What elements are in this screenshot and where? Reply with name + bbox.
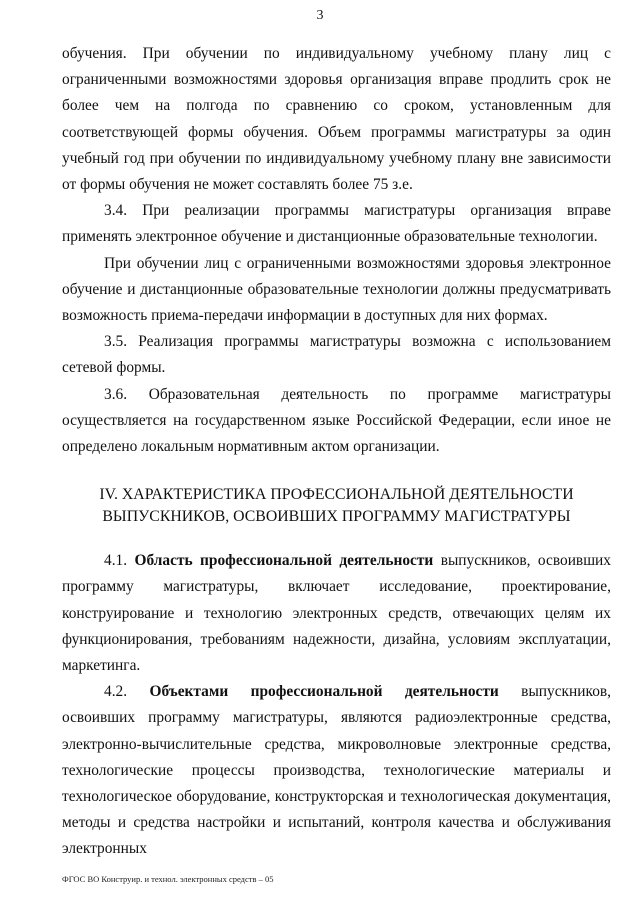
paragraph-3-4-disabilities: При обучении лиц с ограниченными возможностями здоровья электронное обучение и дистанционные образовательные технологии должны предусматривать возможность приема-передачи информации в доступных для них формах. (62, 254, 611, 325)
paragraph-4-2-text: выпускников, освоивших программу магистратуры, являются радиоэлектронные средства, электронно-вычислительные средства, микроволновые электронные средства, технологические процессы производства, технологические материалы и технологическое оборудование, конструкторская и технологическая документация, методы и средства настройки и испытаний, контроля качества и обслуживания электронных (62, 683, 611, 858)
paragraph-4-1-text: выпускников, освоивших программу магистратуры, включает исследование, проектирование, конструирование и технологию электронных средств, отвечающих целям их функционирования, требованиям надежности, дизайна, условиям эксплуатации, маркетинга. (62, 552, 611, 675)
page-number: 3 (316, 8, 324, 23)
paragraph-4-2-term: Объектами профессиональной деятельности (149, 683, 499, 701)
paragraph-4-2-number: 4.2. (104, 683, 128, 701)
paragraph-4-2 (62, 679, 611, 862)
section-heading (62, 484, 611, 528)
paragraph-4-1-term: Область профессиональной деятельности (134, 552, 434, 570)
paragraph-3-4: 3.4. При реализации программы магистратуры организация вправе применять электронное обучение и дистанционные образовательные технологии. (62, 202, 611, 246)
paragraph-4-1-number: 4.1. (104, 552, 128, 570)
paragraph-3-5: 3.5. Реализация программы магистратуры возможна с использованием сетевой формы. (62, 333, 611, 377)
paragraph-3-6: 3.6. Образовательная деятельность по программе магистратуры осуществляется на государственном языке Российской Федерации, если иное не определено локальным нормативным актом организации. (62, 385, 611, 456)
paragraph-4-1 (62, 548, 611, 679)
section-heading-line-1: IV. ХАРАКТЕРИСТИКА ПРОФЕССИОНАЛЬНОЙ ДЕЯТЕЛЬНОСТИ (99, 486, 574, 504)
paragraph-continuation: обучения. При обучении по индивидуальному учебному плану лиц с ограниченными возможностями здоровья организация вправе продлить срок не более чем на полгода по сравнению со сроком, установленным для соответствующей формы обучения. Объем программы магистратуры за один учебный год при обучении по индивидуальному учебному плану вне зависимости от формы обучения не может составлять более 75 з.е. (62, 45, 611, 194)
section-heading-line-2: ВЫПУСКНИКОВ, ОСВОИВШИХ ПРОГРАММУ МАГИСТРАТУРЫ (102, 508, 571, 526)
document-body (62, 41, 611, 863)
page-footer: ФГОС ВО Конструир. и технол. электронных средств – 05 (62, 874, 274, 884)
